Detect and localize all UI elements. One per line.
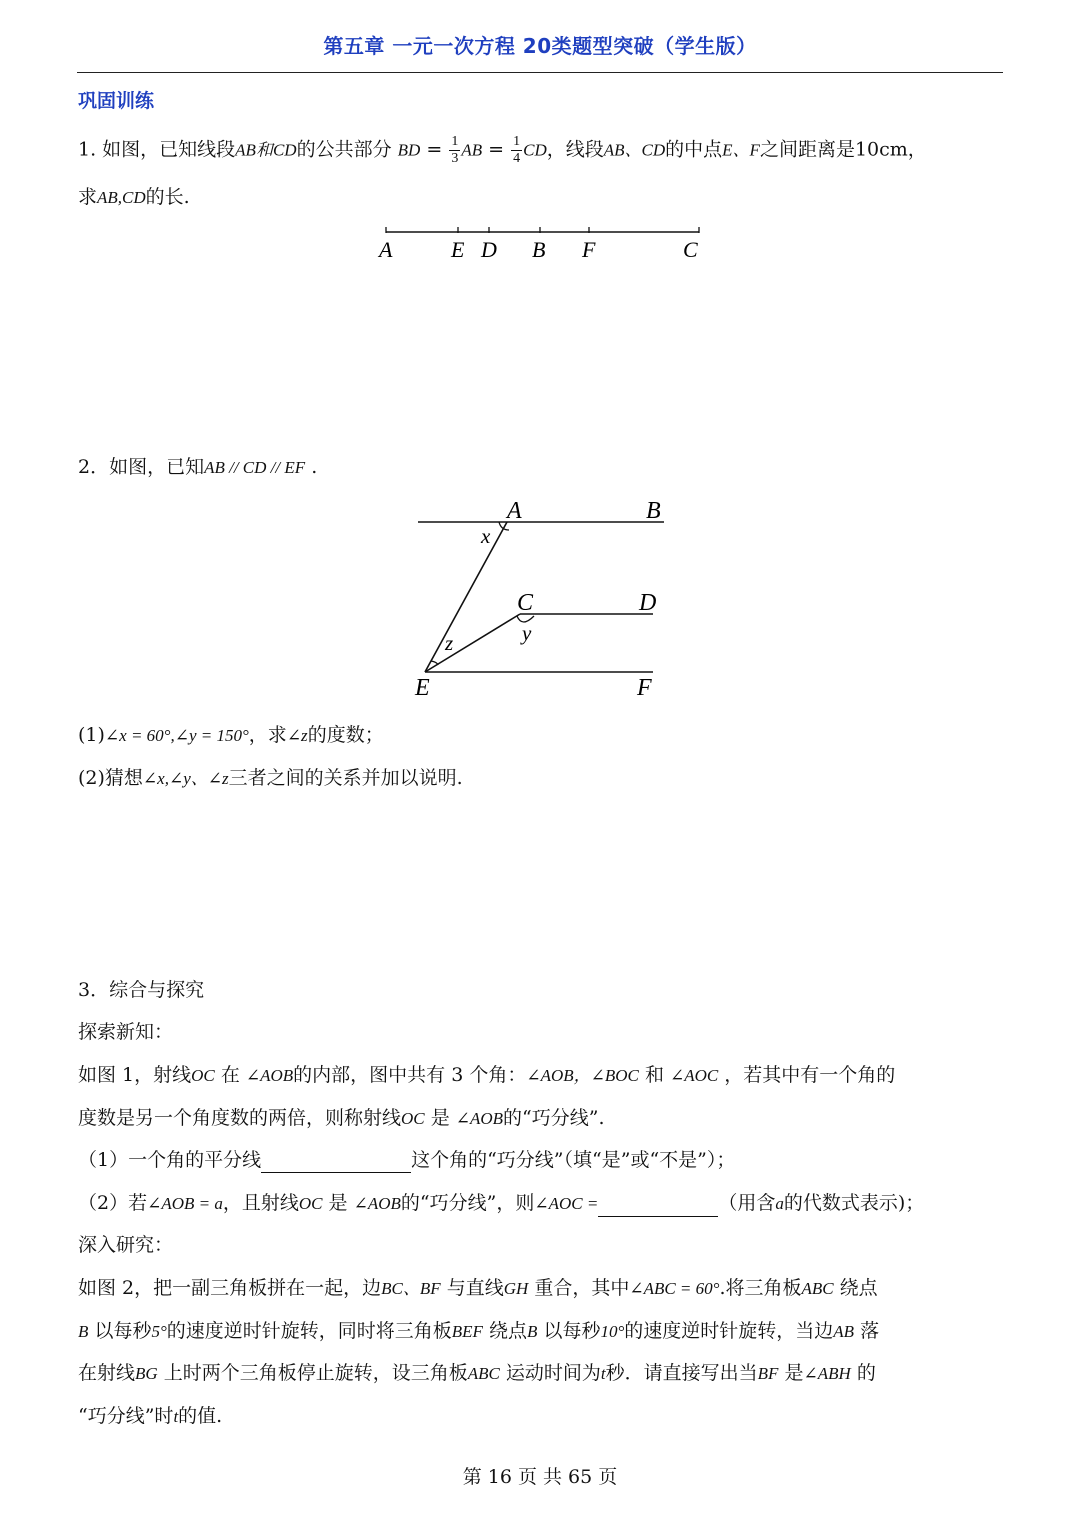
q3-text: 的内部，图中共有 3 个角： [293,1064,527,1086]
q3-text: 以每秒 [94,1320,152,1342]
label-E: E [415,675,430,701]
q3-text: 是 [328,1192,348,1214]
q3-text: “巧分线”时 [78,1405,174,1427]
q1-line1 [78,134,927,167]
label-B: B [646,498,661,524]
label-z: z [445,631,454,655]
q3-alpha: a [775,1194,784,1213]
q3-t: t [600,1364,606,1383]
q3-deep-line1 [78,1275,878,1302]
q1-cd: CD [523,140,547,160]
q3-text: 的值. [178,1405,223,1427]
q3-aob: ∠AOB [245,1066,294,1085]
q3-text: 的代数式表示)； [783,1192,925,1214]
label-C: C [517,590,534,616]
q1-segments: AB和CD [235,140,297,160]
q2-line1 [78,454,317,481]
q3-bg: BG [135,1364,158,1383]
q3-text: ，且射线 [222,1192,299,1214]
q2-parallel-figure [405,490,685,705]
q3-abc-60: ∠ABC = 60° [629,1279,720,1298]
q3-aob: ∠AOB [353,1194,401,1213]
q1-fraction-quarter: $\frac{1}{4}$ [513,134,521,166]
label-x: x [481,524,491,548]
q3-aoc-eq: ∠AOC = [534,1194,599,1213]
q3-oc: OC [401,1109,425,1128]
q1-text: 的公共部分 [296,138,392,161]
q3-text: 这个角的“巧分线”（填“是”或“不是”）； [411,1149,736,1171]
section-heading: 巩固训练 [78,90,155,112]
q3-title: 3．综合与探究 [78,979,205,1001]
q3-explore-heading: 探索新知： [78,1021,174,1043]
q3-text: 运动时间为 [505,1362,601,1384]
q3-para1-line2 [78,1105,605,1132]
q2-text: ，求 [248,724,287,746]
q3-deep-line2 [78,1318,879,1345]
q3-text: 度数是另一个角度数的两倍，则称射线 [78,1107,402,1129]
q3-text: 在 [220,1064,240,1086]
page-footer: 第 16 页 共 65 页 [462,1466,618,1488]
q3-oc: OC [298,1194,323,1213]
q1-text: 1. 如图，已知线段 [78,138,236,161]
label-B: B [532,237,546,262]
q2-angles: ∠x,∠y、∠z [142,769,229,788]
q3-angles: ∠AOB，∠BOC [526,1066,639,1085]
q2-angles-given: ∠x = 60°,∠y = 150° [104,726,249,745]
q1-line2 [78,184,190,211]
label-y: y [522,621,532,645]
answer-blank-1[interactable] [261,1152,411,1173]
q1-text: 求 [78,186,98,208]
q3-aoc: ∠AOC [670,1066,719,1085]
q3-text: 的速度逆时针旋转，同时将三角板 [166,1320,452,1342]
line-AE [425,522,507,672]
q3-text: ，若其中有一个角的 [724,1064,896,1086]
q1-text: 之间距离是10cm， [759,138,927,161]
q3-text: 上时两个三角板停止旋转，设三角板 [163,1362,468,1384]
q1-fraction-third: $\frac{1}{3}$ [451,134,459,166]
label-D: D [481,237,497,262]
label-A: A [379,237,393,262]
q1-text: ，线段 [546,138,604,161]
q1-segments: AB,CD [97,188,146,207]
q2-text: 三者之间的关系并加以说明. [228,767,463,789]
page-header-title: 第五章 一元一次方程 20类题型突破（学生版） [323,34,757,58]
q3-point-b: B [527,1322,538,1341]
q1-segment-figure [370,222,710,267]
q1-ab: AB [461,140,483,160]
q3-bef: BEF [451,1322,483,1341]
label-F: F [582,237,596,262]
label-C: C [683,237,698,262]
q3-deep-line3 [78,1360,876,1387]
q3-text: 的 [856,1362,876,1384]
answer-blank-2[interactable] [598,1196,718,1217]
q3-text: 如图 2，把一副三角板拼在一起，边 [78,1277,382,1299]
q3-sub2 [78,1190,924,1217]
q3-text: 是 [784,1362,804,1384]
q3-text: 在射线 [78,1362,136,1384]
q3-text: 重合，其中 [534,1277,630,1299]
q2-text: . [311,456,318,478]
q3-bc-bf: BC、BF [381,1279,441,1298]
q3-text: 秒．请直接写出当 [605,1362,758,1384]
q3-text: 是 [430,1107,450,1129]
q3-gh: GH [503,1279,529,1298]
q3-abc: ABC [467,1364,500,1383]
q3-text: 如图 1，射线 [78,1064,192,1086]
q3-text: 绕点 [488,1320,527,1342]
q2-part2 [78,765,463,792]
q2-text: (2)猜想 [78,767,143,789]
q3-text: .将三角板 [719,1277,802,1299]
q2-text: (1) [78,724,105,746]
q3-text: （1）一个角的平分线 [78,1149,262,1171]
q3-text: （用含 [718,1192,776,1214]
q3-t: t [173,1407,179,1426]
label-A: A [507,498,522,524]
q3-text: 以每秒 [543,1320,601,1342]
q1-equals: = [426,138,443,161]
q3-text: 的“巧分线”. [503,1107,605,1129]
q3-sub1 [78,1147,735,1173]
q3-deep-line4 [78,1403,222,1430]
q1-bd: BD [397,140,421,160]
q3-aob: ∠AOB [455,1109,504,1128]
q1-midpoints: E、F [722,140,760,160]
q3-text: 与直线 [446,1277,504,1299]
q3-point-b: B [78,1322,89,1341]
q3-text: 绕点 [839,1277,878,1299]
line-CE [425,614,520,672]
q3-oc: OC [191,1066,215,1085]
q3-ab: AB [833,1322,855,1341]
q2-part1 [78,722,384,749]
q3-para1-line1 [78,1062,895,1089]
q3-text: 和 [644,1064,664,1086]
q2-angle-z: ∠z [286,726,308,745]
label-E: E [451,237,465,262]
q2-parallel: AB // CD // EF [204,458,306,477]
q1-segments: AB、CD [603,140,666,160]
label-D: D [639,590,657,616]
q3-abh: ∠ABH [803,1364,851,1383]
q3-deep-heading: 深入研究： [78,1234,174,1256]
q3-ten-deg: 10° [600,1322,625,1341]
header-divider [77,72,1003,73]
q3-aob-alpha: ∠AOB = a [147,1194,223,1213]
q2-text: 2．如图，已知 [78,456,205,478]
q1-equals: = [488,138,505,161]
q3-text: 的速度逆时针旋转，当边 [624,1320,834,1342]
label-F: F [637,675,652,701]
q3-bf: BF [757,1364,779,1383]
q1-text: 的长. [145,186,190,208]
q3-text: 的“巧分线”，则 [400,1192,535,1214]
q3-text: 落 [860,1320,880,1342]
q2-text: 的度数； [307,724,384,746]
q1-text: 的中点 [665,138,723,161]
q3-five-deg: 5° [151,1322,167,1341]
q3-abc: ABC [801,1279,834,1298]
q3-text: （2）若 [78,1192,148,1214]
